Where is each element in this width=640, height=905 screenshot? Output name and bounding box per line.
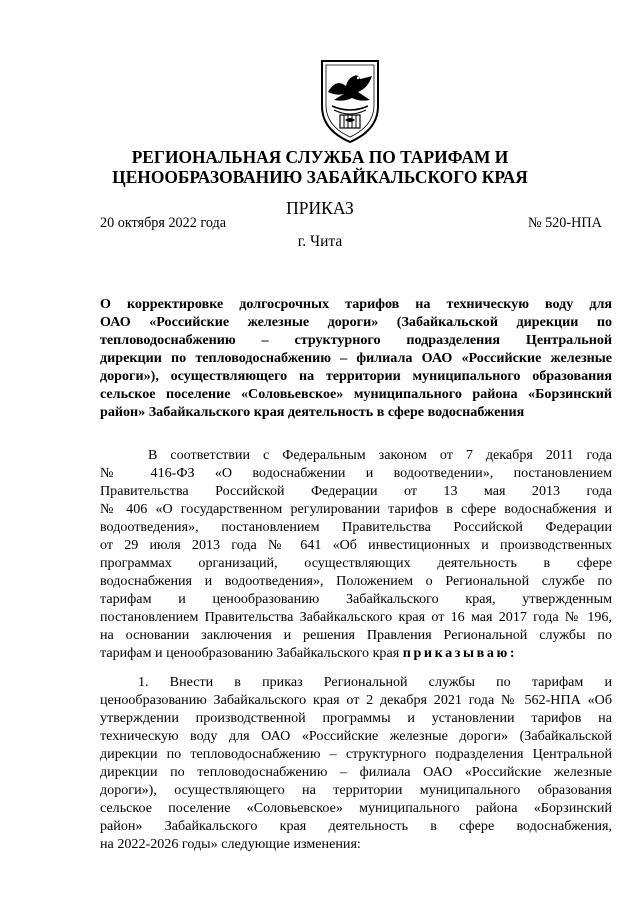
preamble-line: от 29 июля 2013 года № 641 «Об инвестиционных и производственных [100, 537, 612, 553]
item1-line: 1. Внести в приказ Региональной службы по тарифам и [138, 674, 612, 690]
item1-line: ценообразованию Забайкальского края от 2 декабря 2021 года № 562-НПА «Об [100, 692, 612, 708]
item1-line: дирекции по тепловодоснабжению – структурного подразделения Центральной [100, 746, 612, 762]
coat-of-arms-emblem [318, 58, 382, 144]
preamble-line: программах организаций, осуществляющих деятельность в сфере [100, 555, 612, 571]
preamble-line: постановлением Правительства Забайкальского края от 16 мая 2017 года № 196, [100, 609, 612, 625]
preamble-line: на основании заключения и решения Правления Региональной службы по [100, 627, 612, 643]
preamble-last-line [100, 644, 612, 662]
title-line: дирекции по тепловодоснабжению – филиала ОАО «Российские железные [100, 350, 612, 366]
preamble-line: Правительства Российской Федерации от 13 мая 2013 года [100, 483, 612, 499]
item1-line: сельское поселение «Соловьевское» муниципального района «Борзинский [100, 800, 612, 816]
item1-line: техническую воду для ОАО «Российские железные дороги» (Забайкальской [100, 728, 612, 744]
preamble-line: тарифам и ценообразованию Забайкальского края, утвержденным [100, 591, 612, 607]
preamble-line: водоотведения», постановлением Правительства Российской Федерации [100, 519, 612, 535]
organization-name-line-2: ЦЕНООБРАЗОВАНИЮ ЗАБАЙКАЛЬСКОГО КРАЯ [112, 167, 528, 187]
item1-line: утверждении производственной программы и установлении тарифов на [100, 710, 612, 726]
title-line: ОАО «Российские железные дороги» (Забайкальской дирекции по [100, 314, 612, 330]
item1-line: на 2022-2026 годы» следующие изменения: [100, 836, 361, 852]
item1-line: дороги»), осуществляющего на территории муниципального образования [100, 782, 612, 798]
document-number: № 520-НПА [528, 215, 602, 231]
title-line: О корректировке долгосрочных тарифов на техническую воду для [100, 296, 612, 312]
preamble-line-text: тарифам и ценообразованию Забайкальского края [100, 645, 400, 661]
title-line: район» Забайкальского края деятельность в сфере водоснабжения [100, 404, 525, 420]
item1-line: дирекции по тепловодоснабжению – филиала ОАО «Российские железные [100, 764, 612, 780]
preamble-line: № 416-ФЗ «О водоснабжении и водоотведении», постановлением [100, 465, 612, 481]
title-line: тепловодоснабжению – структурного подразделения Центральной [100, 332, 612, 348]
item1-line: район» Забайкальского края деятельность в сфере водоснабжения, [100, 818, 612, 834]
title-line: сельское поселение «Соловьевское» муниципального района «Борзинский [100, 386, 612, 402]
document-type: ПРИКАЗ [286, 198, 354, 218]
document-city: г. Чита [297, 233, 343, 250]
organization-name-line-1: РЕГИОНАЛЬНАЯ СЛУЖБА ПО ТАРИФАМ И [131, 147, 509, 167]
document-date: 20 октября 2022 года [100, 215, 227, 231]
order-word: приказываю: [402, 645, 518, 661]
preamble-line: № 406 «О государственном регулировании тарифов в сфере водоснабжения и [100, 501, 612, 517]
preamble-line: водоснабжения и водоотведения», Положением о Региональной службе по [100, 573, 612, 589]
preamble-line: В соответствии с Федеральным законом от 7 декабря 2011 года [148, 447, 612, 463]
title-line: дороги»), осуществляющего на территории муниципального образования [100, 368, 612, 384]
